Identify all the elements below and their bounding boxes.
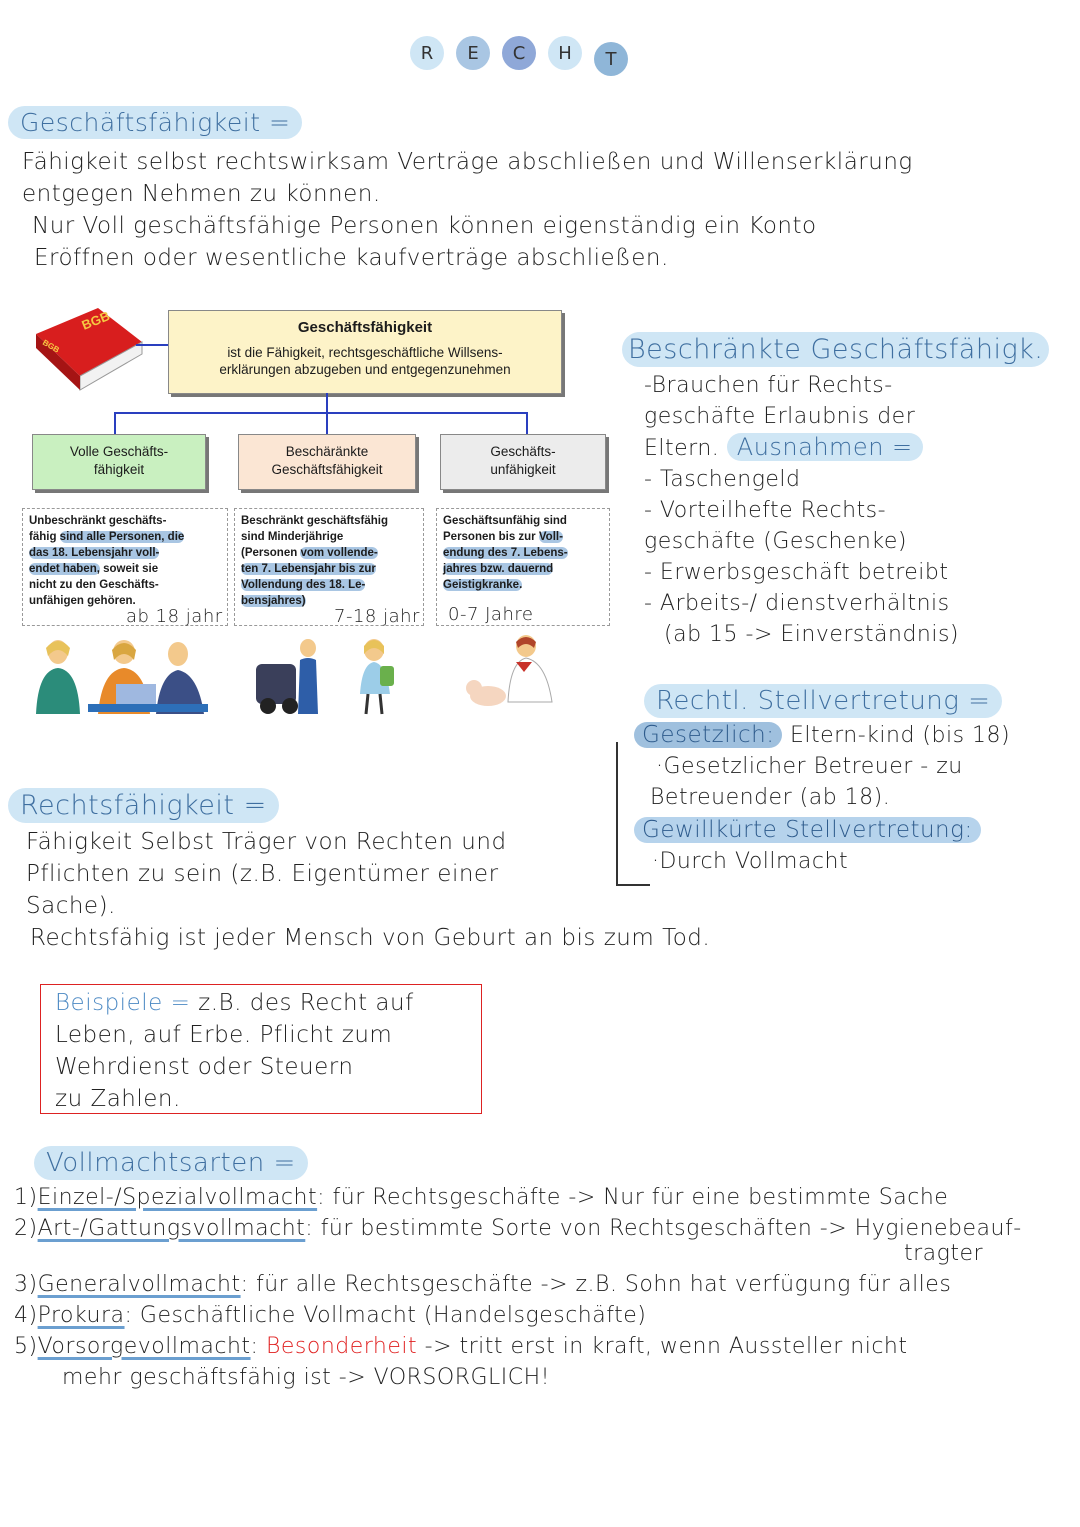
title-letter: E <box>456 36 490 70</box>
worker-and-child-illustration <box>250 634 400 718</box>
office-people-illustration <box>28 634 218 718</box>
stellvertretung-text: Gesetzlich: Eltern-kind (bis 18) ·Gesetzlicher Betreuer - zu Betreuender (ab 18). Gewillkürte Stellvertretung: ·Durch Vollmacht <box>634 720 1074 877</box>
rechtsfaehigkeit-text: Fähigkeit Selbst Träger von Rechten und Pflichten zu sein (z.B. Eigentümer einer Sache). <box>26 829 507 919</box>
connector-line <box>114 412 116 434</box>
age-label: ab 18 jahr <box>126 606 223 627</box>
definition-volle: Unbeschränkt geschäfts- fähig sind alle Personen, die das 18. Lebensjahr voll- endet haben, soweit sie nicht zu den Geschäfts- unfähigen gehören. <box>22 508 228 626</box>
geschaeftsfaehigkeit-text: Fähigkeit selbst rechtswirksam Verträge abschließen und Willenserklärung entgegen Nehmen zu können. Nur Voll geschäftsfähige Personen können eigenständig ein Konto Eröffnen oder wesentliche kaufverträge abschließen. <box>22 149 913 271</box>
section-heading-beschraenkte: Beschränkte Geschäftsfähigk. <box>622 334 1049 365</box>
svg-text:BGB: BGB <box>79 308 112 333</box>
svg-text:BGB: BGB <box>41 337 61 355</box>
age-label: 0-7 Jahre <box>448 604 534 625</box>
page-title <box>410 36 628 76</box>
title-letter: T <box>594 42 628 76</box>
title-letter: C <box>502 36 536 70</box>
connector-line <box>326 393 328 413</box>
definition-unfaehigkeit: Geschäftsunfähig sind Personen bis zur Voll- endung des 7. Lebens- jahres bzw. dauernd Geistigkranke. <box>436 508 610 626</box>
connector-line <box>326 412 328 434</box>
definition-beschraenkte: Beschränkt geschäftsfähig sind Minderjährige (Personen vom vollende- ten 7. Lebensjahr bis zur Vollendung des 18. Le- bensjahres) <box>234 508 424 626</box>
beschraenkte-text: -Brauchen für Rechts- geschäfte Erlaubnis der Eltern. Ausnahmen = - Taschengeld - Vorteilhefte Rechts- geschäfte (Geschenke) - Erwerbsgeschäft betreibt - Arbeits-/ dienstverhältnis (ab 15 -> Einverständnis) <box>644 373 960 647</box>
list-item: 2)Art-/Gattungsvollmacht: für bestimmte Sorte von Rechtsgeschäften -> Hygienebeauf- <box>14 1216 1022 1241</box>
rechtsfaehigkeit-summary: Rechtsfähig ist jeder Mensch von Geburt an bis zum Tod. <box>30 925 711 951</box>
title-letter: R <box>410 36 444 70</box>
geschaeftsfaehigkeit-diagram <box>28 304 618 724</box>
list-item: 1)Einzel-/Spezialvollmacht: für Rechtsgeschäfte -> Nur für eine bestimmte Sache <box>14 1185 949 1210</box>
list-item: 3)Generalvollmacht: für alle Rechtsgeschäfte -> z.B. Sohn hat verfügung für alles <box>14 1272 952 1297</box>
connector-line <box>526 412 528 434</box>
category-beschraenkte: Beschäränkte Geschäftsfähigkeit <box>238 434 416 490</box>
section-heading-stellvertretung: Rechtl. Stellvertretung = <box>644 686 1002 716</box>
category-unfaehigkeit: Geschäfts- unfähigkeit <box>440 434 606 490</box>
connector-line <box>114 412 528 414</box>
connector-line <box>136 344 168 346</box>
category-volle: Volle Geschäfts- fähigkeit <box>32 434 206 490</box>
section-heading-rechtsfaehigkeit: Rechtsfähigkeit = <box>8 790 279 821</box>
definition-box: Geschäftsfähigkeit ist die Fähigkeit, rechtsgeschäftliche Willsens- erklärungen abzugeben und entgegenzunehmen <box>168 310 562 394</box>
vollmachtsarten-list: 1)Einzel-/Spezialvollmacht: für Rechtsgeschäfte -> Nur für eine bestimmte Sache 2)Art-/Gattungsvollmacht: für bestimmte Sorte von Rechtsgeschäften -> Hygienebeauf- tragter 3)Generalvollmacht: für alle Rechtsgeschäfte -> z.B. Sohn hat verfügung für alles 4)Prokura: Geschäftliche Vollmacht (Handelsgeschäfte) 5)Vorsorgevollmacht: Besonderheit -> tritt erst in kraft, wenn Aussteller nicht mehr geschäftsfähig ist -> VORSORGLICH! <box>14 1182 1074 1393</box>
list-item: 5)Vorsorgevollmacht: Besonderheit -> tritt erst in kraft, wenn Aussteller nicht <box>14 1334 908 1359</box>
age-label: 7-18 jahr <box>334 606 420 627</box>
nurse-and-baby-illustration <box>464 632 574 722</box>
list-item: 4)Prokura: Geschäftliche Vollmacht (Handelsgeschäfte) <box>14 1303 647 1328</box>
section-heading-vollmachtsarten: Vollmachtsarten = <box>34 1148 308 1178</box>
example-box: Beispiele = z.B. des Recht auf Leben, auf Erbe. Pflicht zum Wehrdienst oder Steuern zu Zahlen. <box>40 984 482 1114</box>
section-heading-geschaeftsfaehigkeit: Geschäftsfähigkeit = <box>8 108 302 137</box>
bgb-book-icon <box>28 304 148 394</box>
title-letter: H <box>548 36 582 70</box>
